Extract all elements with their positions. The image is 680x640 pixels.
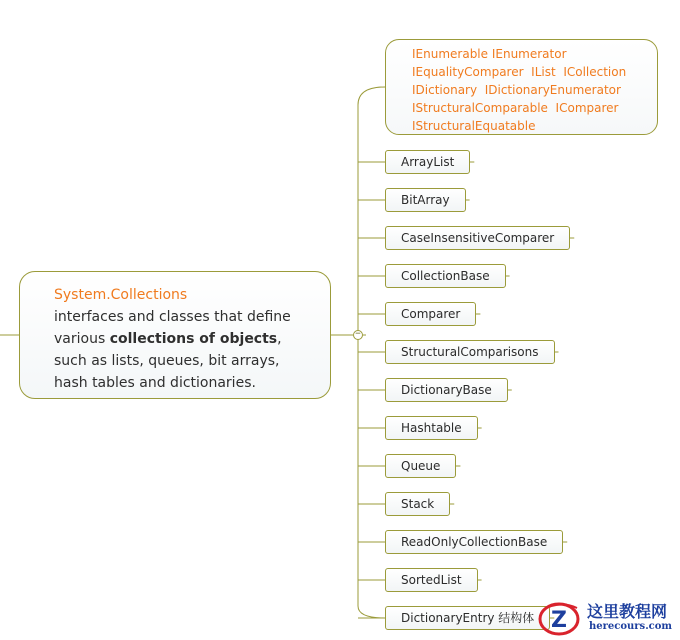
root-description-line-2-prefix: various [54, 331, 110, 347]
watermark-logo-icon [537, 598, 581, 638]
topic-bitarray[interactable]: BitArray [385, 188, 466, 212]
topic-hashtable[interactable]: Hashtable [385, 416, 478, 440]
watermark-subtitle: herecours.com [589, 621, 673, 632]
topic-collectionbase[interactable]: CollectionBase [385, 264, 506, 288]
interfaces-line-4: IStructuralComparable IComparer [412, 101, 619, 115]
watermark-logo-letter: Z [551, 608, 567, 633]
topic-dictionarybase[interactable]: DictionaryBase [385, 378, 508, 402]
root-description-emphasis: collections of objects [109, 331, 278, 347]
topic-caseinsensitivecomparer[interactable]: CaseInsensitiveComparer [385, 226, 570, 250]
interfaces-line-5: IStructuralEquatable [412, 119, 536, 133]
topic-structuralcomparisons[interactable]: StructuralComparisons [385, 340, 555, 364]
topic-stack[interactable]: Stack [385, 492, 450, 516]
root-description-line-2-suffix: , [277, 331, 282, 347]
root-description-line-4: hash tables and dictionaries. [54, 375, 256, 391]
topic-arraylist[interactable]: ArrayList [385, 150, 470, 174]
root-description-line-3: such as lists, queues, bit arrays, [54, 353, 280, 369]
topic-readonlycollectionbase[interactable]: ReadOnlyCollectionBase [385, 530, 563, 554]
topic-dictionaryentry[interactable]: DictionaryEntry 结构体 [385, 606, 550, 630]
root-description-line-1: interfaces and classes that define [54, 309, 291, 325]
interfaces-line-2: IEqualityComparer IList ICollection [412, 65, 627, 79]
topic-comparer[interactable]: Comparer [385, 302, 476, 326]
collapse-toggle-icon[interactable]: − [353, 330, 363, 340]
root-topic-system-collections[interactable] [19, 271, 331, 399]
topic-queue[interactable]: Queue [385, 454, 456, 478]
watermark [531, 597, 680, 640]
topic-sortedlist[interactable]: SortedList [385, 568, 478, 592]
root-topic-title: System.Collections [54, 287, 188, 303]
root-description-line-2 [54, 328, 322, 350]
watermark-title: 这里教程网 [587, 602, 668, 621]
interfaces-topic[interactable] [385, 39, 658, 135]
interfaces-line-3: IDictionary IDictionaryEnumerator [412, 83, 621, 97]
interfaces-line-1: IEnumerable IEnumerator [412, 47, 567, 61]
